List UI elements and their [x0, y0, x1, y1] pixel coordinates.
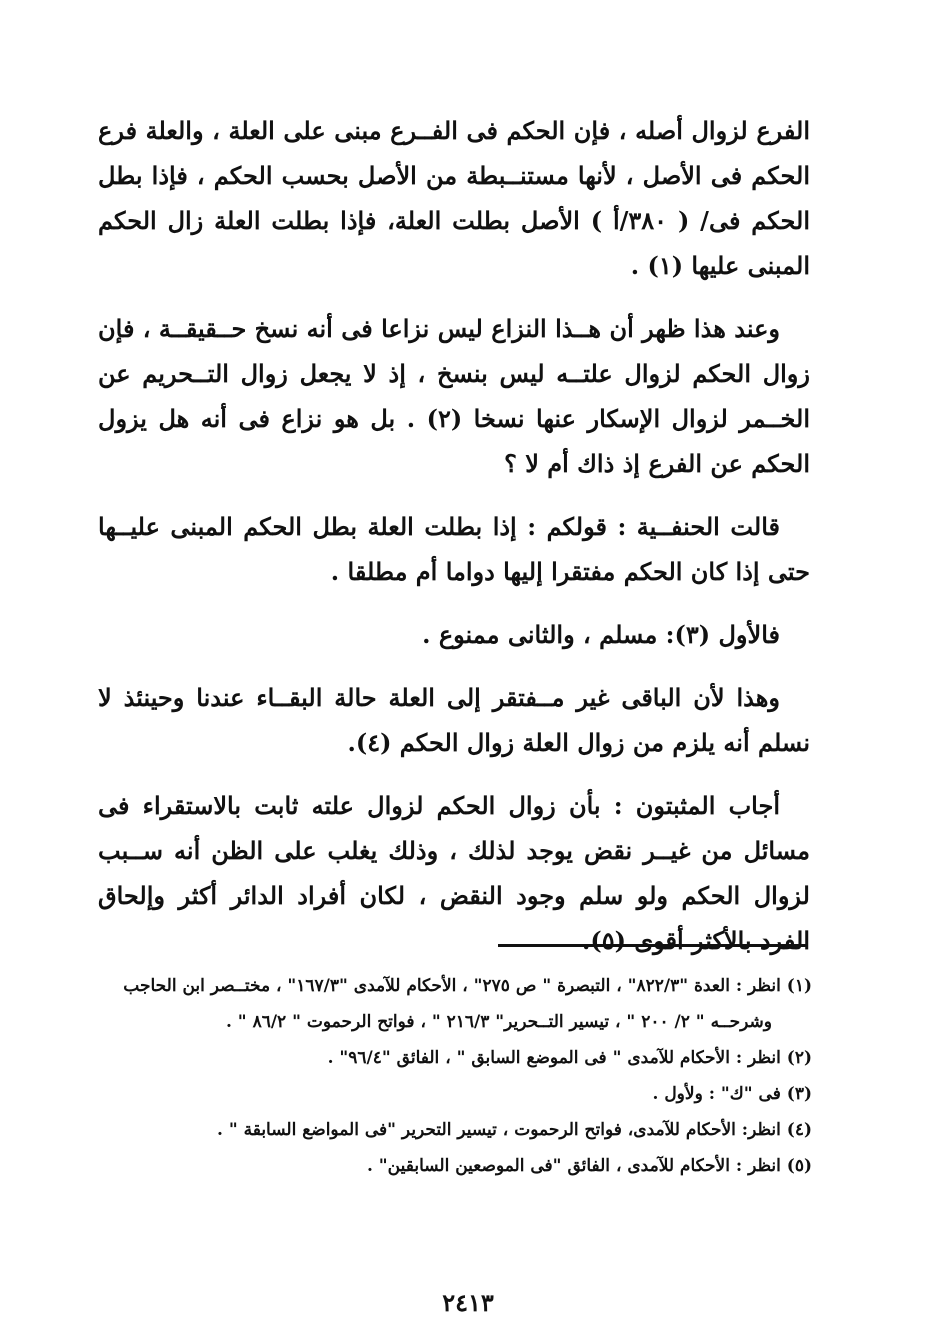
footnote-divider [498, 944, 808, 947]
footnote-1: (١) انظر : العدة "٨٢٢/٣" ، التبصرة " ص ٢٧٥" ، الأحكام للآمدى "١٦٧/٣" ، مختــصر ابن الحاجب وشرحــه " ٢/ ٢٠٠ " ، تيسير التــحرير" ٢١٦/٣ " ، فواتح الرحموت " ٨٦/٢ " . [123, 976, 812, 1032]
main-text-block [98, 108, 810, 981]
paragraph-5: وهذا لأن الباقى غير مــفتقر إلى العلة حالة البقــاء عندنا وحينئذ لا نسلم أنه يلزم من زوال العلة زوال الحكم (٤). [98, 683, 810, 757]
paragraph-6: أجاب المثبتون : بأن زوال الحكم لزوال علته ثابت بالاستقراء فى مسائل من غيــر نقض يوجد لذلك ، وذلك يغلب على الظن أنه ســبب لزوال الحكم ولو سلم وجود النقض ، لكان أفراد الدائر أكثر وإلحاق الفرد بالأكثر أقوى (٥). [98, 791, 810, 955]
paragraph-4: فالأول (٣): مسلم ، والثانى ممنوع . [422, 620, 780, 649]
footnotes-block [100, 968, 812, 1184]
footnote-2: (٢) انظر : الأحكام للآمدى " فى الموضع السابق " ، الفائق "٩٦/٤" . [327, 1048, 812, 1068]
footnote-4: (٤) انظر: الأحكام للآمدى، فواتح الرحموت ، تيسير التحرير "فى المواضع السابقة " . [217, 1120, 812, 1140]
paragraph-2: وعند هذا ظهر أن هــذا النزاع ليس نزاعا فى أنه نسخ حــقيقــة ، فإن زوال الحكم لزوال علتــه ليس بنسخ ، إذ لا يجعل زوال التــحريم عن الخــمر لزوال الإسكار عنها نسخا (٢) . بل هو نزاع فى أنه هل يزول الحكم عن الفرع إذ ذاك أم لا ؟ [98, 314, 810, 478]
page-number: ٢٤١٣ [442, 1288, 494, 1317]
footnote-3: (٣) فى "ك" : ولأول . [652, 1084, 812, 1104]
paragraph-1: الفرع لزوال أصله ، فإن الحكم فى الفــرع مبنى على العلة ، والعلة فرع الحكم فى الأصل ، لأنها مستنــبطة من الأصل بحسب الحكم ، فإذا بطل الحكم فى/ ( ٣٨٠/أ ) الأصل بطلت العلة، فإذا بطلت العلة زال الحكم المبنى عليها (١) . [98, 116, 810, 280]
footnote-5: (٥) انظر : الأحكام للآمدى ، الفائق "فى الموصعين السابقين" . [366, 1156, 812, 1176]
paragraph-3: قالت الحنفــية : قولكم : إذا بطلت العلة بطل الحكم المبنى عليــها حتى إذا كان الحكم مفتقرا إليها دواما أم مطلقا . [98, 512, 810, 586]
